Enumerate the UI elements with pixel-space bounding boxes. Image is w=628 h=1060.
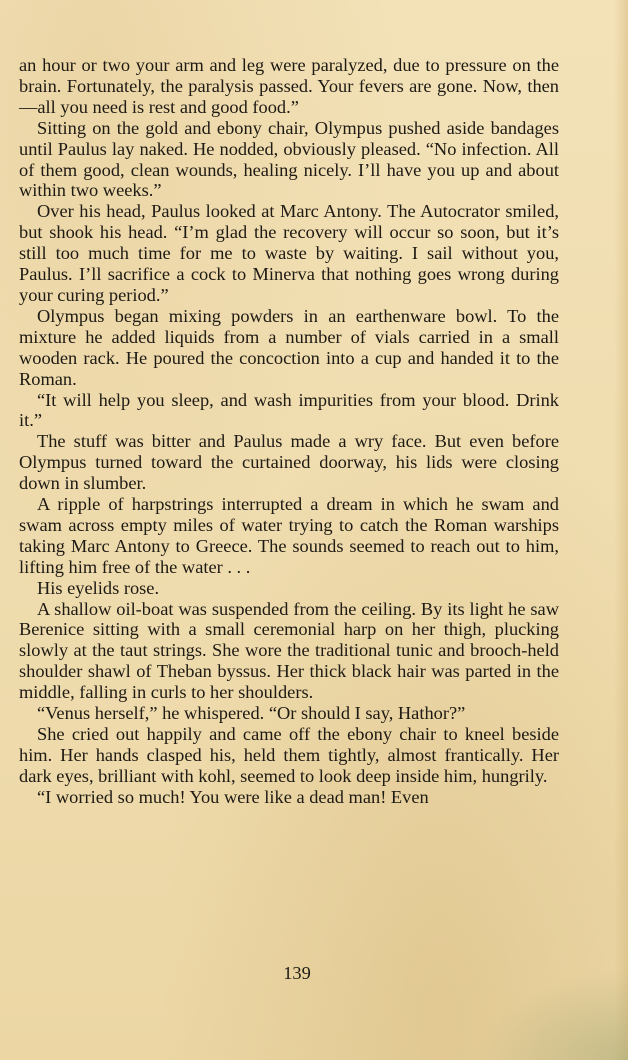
- paragraph-5: “It will help you sleep, and wash impurities from your blood. Drink it.”: [19, 389, 559, 431]
- paragraph-9: A shallow oil-boat was suspended from the ceiling. By its light he saw Berenice sitting with a small ceremonial harp on her thigh, plucking slowly at the taut strings. She wore the traditional tunic and brooch-held shoulder shawl of Theban byssus. Her thick black hair was parted in the middle, falling in curls to her shoulders.: [19, 598, 559, 703]
- paragraph-1: an hour or two your arm and leg were paralyzed, due to pressure on the brain. Fortunately, the paralysis passed. Your fevers are gone. Now, then—all you need is rest and good food.”: [19, 55, 559, 117]
- paragraph-4: Olympus began mixing powders in an earthenware bowl. To the mixture he added liquids from a number of vials carried in a small wooden rack. He poured the concoction into a cup and handed it to the Roman.: [19, 305, 559, 389]
- paragraph-10: “Venus herself,” he whispered. “Or should I say, Hathor?”: [37, 703, 466, 724]
- paragraph-7: A ripple of harpstrings interrupted a dream in which he swam and swam across empty miles of water trying to catch the Roman warships taking Marc Antony to Greece. The sounds seemed to reach out to him, lifting him free of the water . . .: [19, 494, 559, 577]
- page-number: 139: [283, 963, 311, 983]
- paragraph-2: Sitting on the gold and ebony chair, Olympus pushed aside bandages until Paulus lay naked. He nodded, obviously pleased. “No infection. All of them good, clean wounds, healing nicely. I’ll have you up and about within two weeks.”: [19, 117, 559, 201]
- paragraph-12: “I worried so much! You were like a dead man! Even: [37, 786, 429, 807]
- paragraph-11: She cried out happily and came off the ebony chair to kneel beside him. Her hands clasped his, held them tightly, almost frantically. Her dark eyes, brilliant with kohl, seemed to look deep inside him, hungrily.: [19, 724, 559, 786]
- paragraph-3: Over his head, Paulus looked at Marc Antony. The Autocrator smiled, but shook his head. “I’m glad the recovery will occur so soon, but it’s still too much time for me to waste by waiting. I sail without you, Paulus. I’ll sacrifice a cock to Minerva that nothing goes wrong during your curing period.”: [19, 201, 559, 305]
- body-text: [19, 55, 559, 808]
- paragraph-6: The stuff was bitter and Paulus made a wry face. But even before Olympus turned toward the curtained doorway, his lids were closing down in slumber.: [19, 431, 559, 494]
- paragraph-8: His eyelids rose.: [37, 577, 160, 598]
- page-edge-shadow: [614, 0, 628, 1060]
